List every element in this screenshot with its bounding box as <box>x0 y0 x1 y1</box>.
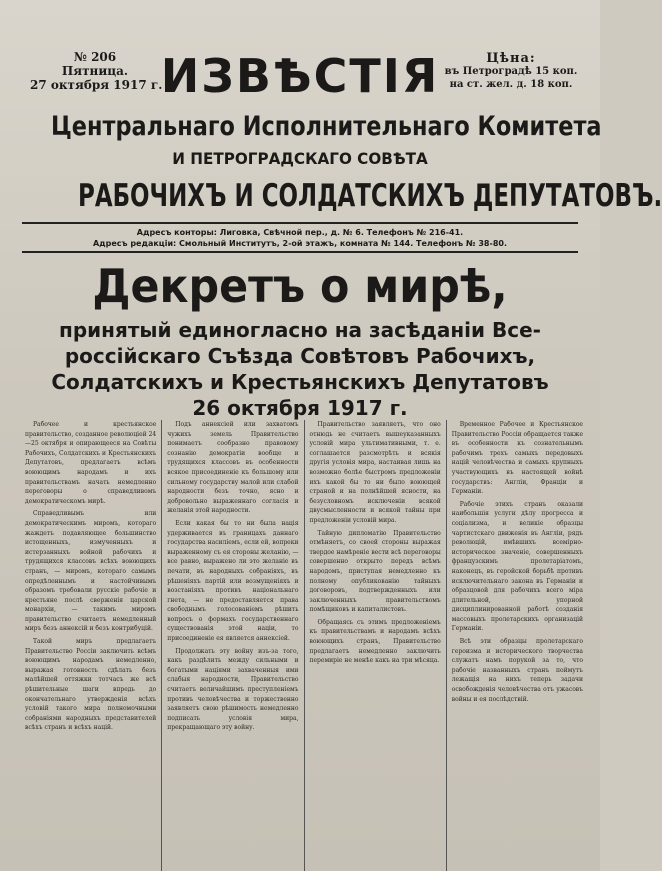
decree-subtitle-2: россійскаго Съѣзда Совѣтовъ Рабочихъ, <box>64 344 536 368</box>
price-railway: на ст. жел. д. 18 коп. <box>449 79 573 90</box>
decree-date: 26 октября 1917 г. <box>192 396 408 420</box>
article-paragraph: Тайную дипломатію Правительство отмѣняетъ, со своей стороны выражая твердое намѣреніе вести всѣ переговоры совершенно открыто передъ всѣмъ народомъ, приступая немедленно къ полному опубликованію тайныхъ договоровъ, подтвержденныхъ или заключенныхъ правительствомъ помѣщиковъ и капиталистовъ. <box>309 529 441 614</box>
price-label: Цѣна: <box>486 51 536 66</box>
masthead-line-1: Центральнаго Исполнительнаго Комитета <box>51 111 602 142</box>
article-column <box>20 420 162 871</box>
article-paragraph: Временное Рабочее и Крестьянское Правительство Россіи обращается также въ особенности къ сознательнымъ рабочимъ трехъ самыхъ передовыхъ націй человѣчества и самыхъ крупныхъ участвующихъ въ настоящей войнѣ государствъ: Англіи, Франціи и Германіи. <box>451 421 583 496</box>
decree-subtitle-1: принятый единогласно на засѣданіи Все- <box>59 318 541 342</box>
issue-weekday: Пятница. <box>61 64 129 78</box>
newspaper-title: ИЗВѢСТІЯ <box>160 49 440 103</box>
article-paragraph: Обращаясь съ этимъ предложеніемъ къ правительствамъ и народамъ всѣхъ воюющихъ странъ, Правительство предлагаетъ немедленно заключить перемиріе не менѣе какъ на три мѣсяца. <box>309 618 441 665</box>
article-paragraph: Справедливымъ или демократическимъ миромъ, котораго жаждетъ подавляющее большинство истощенныхъ, измученныхъ и истерзанныхъ войной рабочихъ и трудящихся классовъ всѣхъ воюющихъ странъ, — миромъ, котораго самымъ опредѣленнымъ и настойчивымъ образомъ требовали русскіе рабочіе и крестьяне послѣ сверженія царской монархіи, — такимъ миромъ правительство считаетъ немедленный миръ безъ аннексій и безъ контрибуцій. <box>25 510 157 633</box>
masthead-line-3: РАБОЧИХЪ И СОЛДАТСКИХЪ ДЕПУТАТОВЪ. <box>78 178 662 214</box>
decree-subtitle-3: Солдатскихъ и Крестьянскихъ Депутатовъ <box>51 370 549 394</box>
decree-title: Декретъ о мирѣ, <box>92 259 508 313</box>
article-paragraph: Подъ аннексіей или захватомъ чужихъ земель Правительство понимаетъ сообразно правовому сознанію демократіи вообще и трудящихся классовъ въ особенности всякое присоединеніе къ большому или сильному государству малой или слабой народности безъ точно, ясно и добровольно выраженнаго согласія и желанія этой народности. <box>167 421 299 515</box>
article-paragraph: Всѣ эти образцы пролетарскаго героизма и исторического творчества служатъ намъ порукой за то, что рабочіе названныхъ странъ поймутъ лежащія на нихъ теперь задачи освобожденія человѣчества отъ ужасовъ войны и ея послѣдствій. <box>451 638 583 703</box>
price-petrograd: въ Петроградѣ 15 коп. <box>444 66 578 77</box>
article-paragraph: Правительство заявляетъ, что оно отнюдь не считаетъ вышеуказанныхъ условій мира ультимативными, т. е. соглашается разсмотрѣть и всякія другія условія мира, настаивая лишь на возможно болѣе быстромъ предложеніи ихъ какой бы то ни было воюющей страной и на полнѣйшей ясности, на безусловномъ исключеніи всякой двусмысленности и всякой тайны при предложеніи условій мира. <box>309 421 441 524</box>
article-column <box>162 420 304 871</box>
masthead-rule-top <box>22 222 578 224</box>
article-paragraph: Если какая бы то ни была нація удерживается въ границахъ даннаго государства насиліемъ, если ей, вопреки выраженному съ ея стороны желанію, — все равно, выражено ли это желаніе въ печати, въ народныхъ собраніяхъ, въ рѣшеніяхъ партій или возмущеніяхъ и возстаніяхъ противъ національнаго гнета, — не предоставляется права свободнымъ голосованіемъ рѣшить вопросъ о формахъ государственнаго существованія этой націи, то присоединеніе ея является аннексіей. <box>167 519 299 643</box>
office-address: Адресъ конторы: Лиговка, Свѣчной пер., д. № 6. Телефонъ № 216-41. <box>136 228 464 237</box>
masthead-rule-bottom <box>22 251 578 253</box>
masthead-line-2: И ПЕТРОГРАДСКАГО СОВѢТА <box>172 149 428 168</box>
editorial-address: Адресъ редакціи: Смольный Институтъ, 2-ой этажъ, комната № 144. Телефонъ № 38-80. <box>92 239 507 248</box>
article-paragraph: Такой миръ предлагаетъ Правительство Россіи заключить всѣмъ воюющимъ народамъ немедленно, выражая готовность сдѣлать безъ малѣйшей оттяжки тотчасъ же всѣ рѣшительные шаги впредь до окончательнаго утвержденія всѣхъ условій такого мира полномочными собраніями народныхъ представителей всѣхъ странъ и всѣхъ націй. <box>25 638 157 732</box>
issue-number: № 206 <box>73 50 117 64</box>
issue-date: 27 октября 1917 г. <box>30 78 163 92</box>
article-body <box>20 420 588 871</box>
article-column <box>305 420 447 871</box>
article-paragraph: Рабочіе этихъ странъ оказали наибольшія услуги дѣлу прогресса и соціализма, и великіе образцы чартистскаго движенія въ Англіи, рядъ революцій, имѣвшихъ всемірно-историческое значеніе, совершенныхъ французскимъ пролетаріатомъ, наконецъ, въ геройской борьбѣ противъ исключительнаго закона въ Германіи и образцовой для рабочихъ всего міра длительной, упорной дисциплинированной работѣ созданія массовыхъ пролетарскихъ организацій Германіи. <box>451 500 583 633</box>
article-paragraph: Рабочее и крестьянское правительство, созданное революціей 24—25 октября и опирающееся на Совѣты Рабочихъ, Солдатскихъ и Крестьянскихъ Депутатовъ, предлагаетъ всѣмъ воюющимъ народамъ и ихъ правительствамъ начать немедленно переговоры о справедливомъ демократическомъ мирѣ. <box>25 421 157 505</box>
article-paragraph: Продолжать эту войну изъ-за того, какъ раздѣлить между сильными и богатыми націями захваченныя ими слабыя народности, Правительство считаетъ величайшимъ преступленіемъ противъ человѣчества и торжественно заявляетъ свою рѣшимость немедленно подписать условія мира, прекращающаго эту войну. <box>167 647 299 732</box>
article-column <box>447 420 588 871</box>
